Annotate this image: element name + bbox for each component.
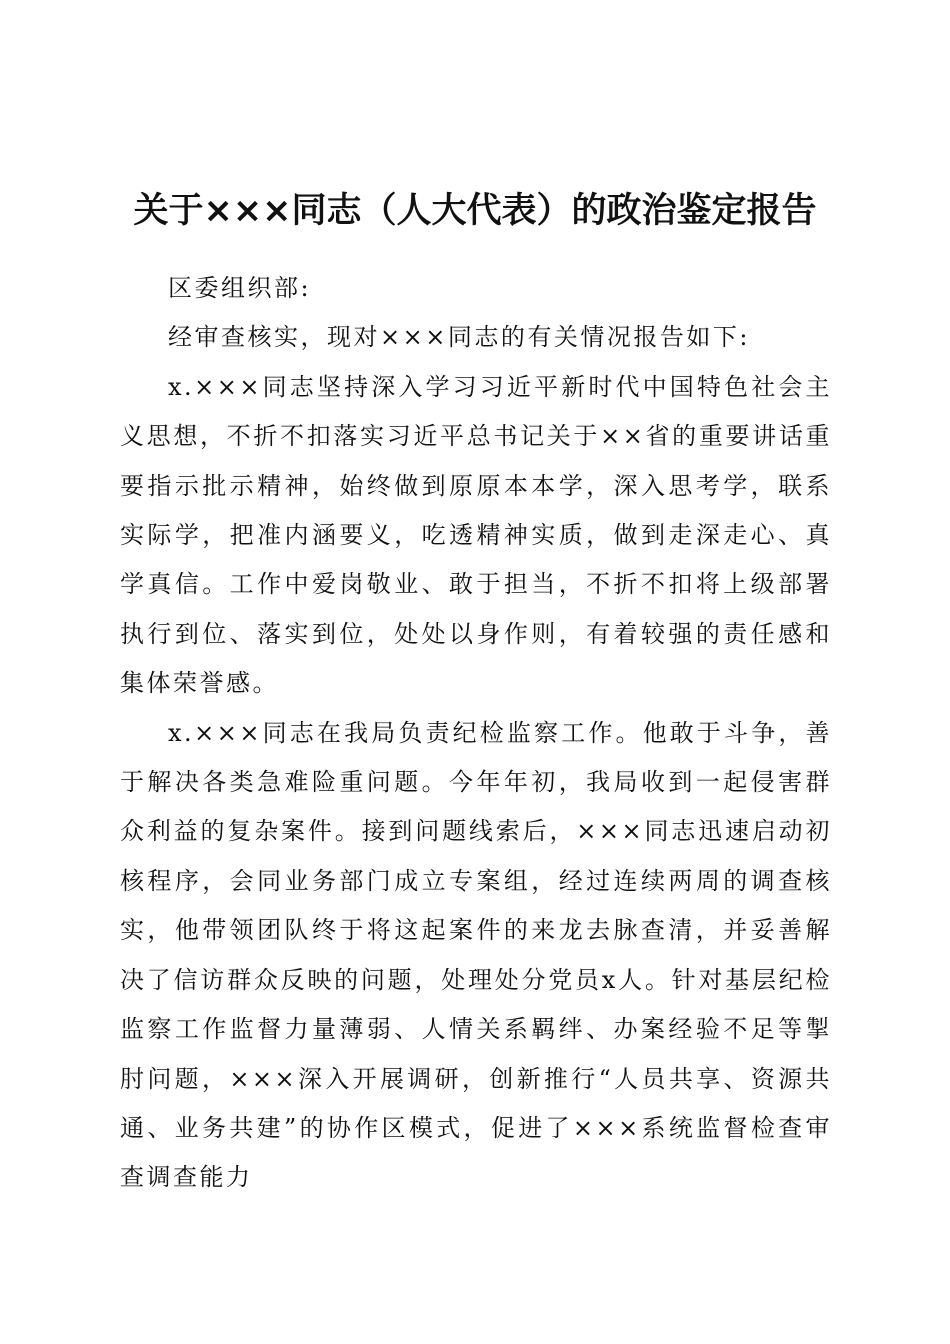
salutation-line: 区委组织部: — [168, 274, 312, 302]
document-title: 关于×××同志（人大代表）的政治鉴定报告 — [133, 191, 817, 231]
body-paragraph-2: x.×××同志在我局负责纪检监察工作。他敢于斗争，善于解决各类急难险重问题。今年年初，我局收到一起侵害群众利益的复杂案件。接到问题线索后，×××同志迅速启动初核程序，会同业务部门成立专案组，经过连续两周的调查核实，他带领团队终于将这起案件的来龙去脉查清，并妥善解决了信访群众反映的问题，处理处分党员x人。针对基层纪检监察工作监督力量薄弱、人情关系羁绊、办案经验不足等掣肘问题，×××深入开展调研，创新推行“人员共享、资源共通、业务共建”的协作区模式，促进了×××系统监督检查审查调查能力 — [120, 718, 832, 1192]
body-paragraph-1: x.×××同志坚持深入学习习近平新时代中国特色社会主义思想，不折不扣落实习近平总书记关于××省的重要讲话重要指示批示精神，始终做到原原本本学，深入思考学，联系实际学，把准内涵要义，吃透精神实质，做到走深走心、真学真信。工作中爱岗敬业、敢于担当，不折不扣将上级部署执行到位、落实到位，处处以身作则，有着较强的责任感和集体荣誉感。 — [120, 372, 832, 698]
document-body — [120, 264, 832, 1203]
intro-paragraph: 经审查核实，现对×××同志的有关情况报告如下: — [168, 323, 750, 352]
